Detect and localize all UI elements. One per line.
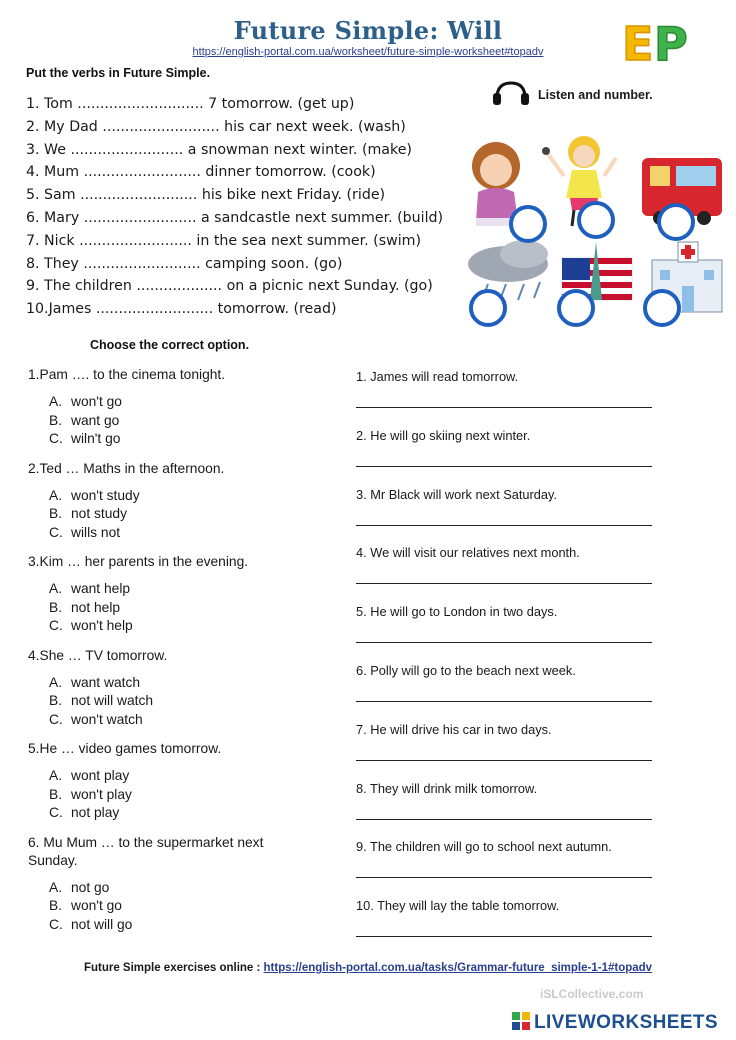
- transform-sentence: 5. He will go to London in two days.: [356, 604, 558, 620]
- answer-circle[interactable]: [471, 291, 505, 325]
- transform-sentence: 2. He will go skiing next winter.: [356, 427, 531, 443]
- exercise1-list: [26, 93, 466, 321]
- answer-circle[interactable]: [659, 205, 693, 239]
- worksheet-title: Future Simple: Will: [233, 16, 503, 45]
- mc-question: [28, 740, 328, 834]
- transform-sentence: 7. He will drive his car in two days.: [356, 721, 552, 737]
- mc-question-text: 6. Mu Mum … to the supermarket next Sunday.: [28, 834, 264, 868]
- transform-item: [356, 427, 656, 486]
- svg-text:P: P: [654, 17, 688, 68]
- mc-question: [28, 366, 328, 460]
- mc-option[interactable]: A. not go: [49, 879, 110, 895]
- liveworksheets-logo-icon: [512, 1012, 530, 1034]
- footer-label: Future Simple exercises online :: [83, 962, 264, 974]
- exercise1-item[interactable]: 5. Sam .......................... his bike next Friday. (ride): [26, 187, 386, 204]
- mc-option[interactable]: C. not play: [49, 805, 120, 820]
- exercise1-instruction: Put the verbs in Future Simple.: [26, 66, 211, 80]
- mc-question: [28, 647, 328, 741]
- mc-question-text: 4.She … TV tomorrow.: [28, 647, 168, 663]
- ep-logo: [620, 10, 692, 68]
- answer-line[interactable]: [356, 629, 652, 643]
- answer-circle[interactable]: [559, 291, 593, 325]
- liveworksheets-brand: [512, 1012, 718, 1034]
- watermark: iSLCollective.com: [540, 987, 644, 1001]
- source-link[interactable]: https://english-portal.com.ua/worksheet/future-simple-worksheet#topadv: [192, 46, 544, 58]
- transform-sentence: 3. Mr Black will work next Saturday.: [356, 486, 558, 502]
- liveworksheets-text: LIVEWORKSHEETS: [534, 1012, 719, 1033]
- listen-instruction: [492, 80, 653, 110]
- answer-line[interactable]: [356, 512, 652, 526]
- answer-circle[interactable]: [645, 291, 679, 325]
- transform-item: [356, 544, 656, 603]
- listen-text: Listen and number.: [538, 88, 653, 102]
- mc-option[interactable]: B. want go: [49, 412, 120, 428]
- answer-line[interactable]: [356, 923, 652, 937]
- transform-item: [356, 838, 656, 897]
- mc-question-text: 1.Pam …. to the cinema tonight.: [28, 367, 226, 382]
- transform-sentence: 9. The children will go to school next autumn.: [356, 839, 612, 855]
- mc-option[interactable]: A. won't study: [49, 487, 140, 503]
- transform-item: [356, 486, 656, 545]
- mc-question-text: 5.He … video games tomorrow.: [28, 741, 222, 756]
- transform-sentence: 1. James will read tomorrow.: [356, 369, 519, 384]
- exercise1-item[interactable]: 6. Mary ......................... a sandcastle next summer. (build): [26, 209, 444, 226]
- mc-option[interactable]: C. not will go: [49, 916, 133, 932]
- answer-line[interactable]: [356, 806, 652, 820]
- mc-option[interactable]: B. won't play: [49, 786, 132, 802]
- answer-circle[interactable]: [579, 203, 613, 237]
- transform-list: [356, 368, 656, 956]
- answer-circle[interactable]: [511, 207, 545, 241]
- ep-logo-graphic: [620, 10, 692, 68]
- answer-line[interactable]: [356, 570, 652, 584]
- answer-line[interactable]: [356, 453, 652, 467]
- multiple-choice-list: [28, 366, 328, 946]
- transform-item: [356, 662, 656, 721]
- exercise1-item[interactable]: 1. Tom ............................ 7 tomorrow. (get up): [26, 96, 355, 112]
- mc-question-text: 2.Ted … Maths in the afternoon.: [28, 460, 225, 476]
- mc-option[interactable]: A. want watch: [49, 674, 141, 690]
- mc-option[interactable]: A. wont play: [49, 768, 130, 783]
- mc-option[interactable]: B. won't go: [49, 898, 122, 913]
- mc-question: [28, 460, 328, 554]
- transform-item: [356, 897, 656, 956]
- transform-item: [356, 603, 656, 662]
- answer-line[interactable]: [356, 747, 652, 761]
- transform-item: [356, 780, 656, 839]
- listening-pictures: [466, 118, 728, 336]
- exercise1-item[interactable]: 10.James .......................... tomorrow. (read): [26, 301, 337, 318]
- exercise1-item[interactable]: 4. Mum .......................... dinner tomorrow. (cook): [26, 164, 376, 181]
- answer-line[interactable]: [356, 394, 652, 408]
- svg-text:E: E: [622, 17, 654, 68]
- answer-line[interactable]: [356, 688, 652, 702]
- headphones-icon: [492, 80, 530, 110]
- mc-option[interactable]: A. won't go: [49, 394, 122, 409]
- mc-option[interactable]: B. not will watch: [49, 693, 154, 708]
- exercise1-item[interactable]: 7. Nick ......................... in the sea next summer. (swim): [26, 232, 422, 249]
- footer-link[interactable]: https://english-portal.com.ua/tasks/Grammar-future_simple-1-1#topadv: [263, 962, 653, 974]
- mc-option[interactable]: A. want help: [49, 581, 131, 596]
- mc-question-text: 3.Kim … her parents in the evening.: [28, 554, 249, 569]
- transform-item: [356, 368, 656, 427]
- transform-item: [356, 721, 656, 780]
- exercise1-item[interactable]: 9. The children ................... on a picnic next Sunday. (go): [26, 278, 433, 295]
- mc-question: [28, 834, 328, 946]
- exercise1-item[interactable]: 2. My Dad .......................... his car next week. (wash): [26, 118, 406, 135]
- mc-option[interactable]: C. won't watch: [49, 711, 143, 727]
- transform-sentence: 6. Polly will go to the beach next week.: [356, 662, 576, 678]
- exercise1-item[interactable]: 8. They .......................... camping soon. (go): [26, 255, 343, 272]
- mc-option[interactable]: C. wiln't go: [49, 431, 121, 446]
- mc-option[interactable]: C. won't help: [49, 618, 133, 633]
- exercise2-instruction: Choose the correct option.: [90, 338, 250, 352]
- footer: [0, 962, 736, 974]
- mc-option[interactable]: B. not study: [49, 506, 127, 521]
- transform-sentence: 10. They will lay the table tomorrow.: [356, 898, 560, 914]
- transform-sentence: 4. We will visit our relatives next month.: [356, 545, 580, 561]
- answer-line[interactable]: [356, 864, 652, 878]
- mc-question: [28, 553, 328, 647]
- mc-option[interactable]: B. not help: [49, 599, 121, 615]
- mc-option[interactable]: C. wills not: [49, 524, 121, 540]
- exercise1-item[interactable]: 3. We ......................... a snowman next winter. (make): [26, 141, 412, 158]
- transform-sentence: 8. They will drink milk tomorrow.: [356, 780, 538, 796]
